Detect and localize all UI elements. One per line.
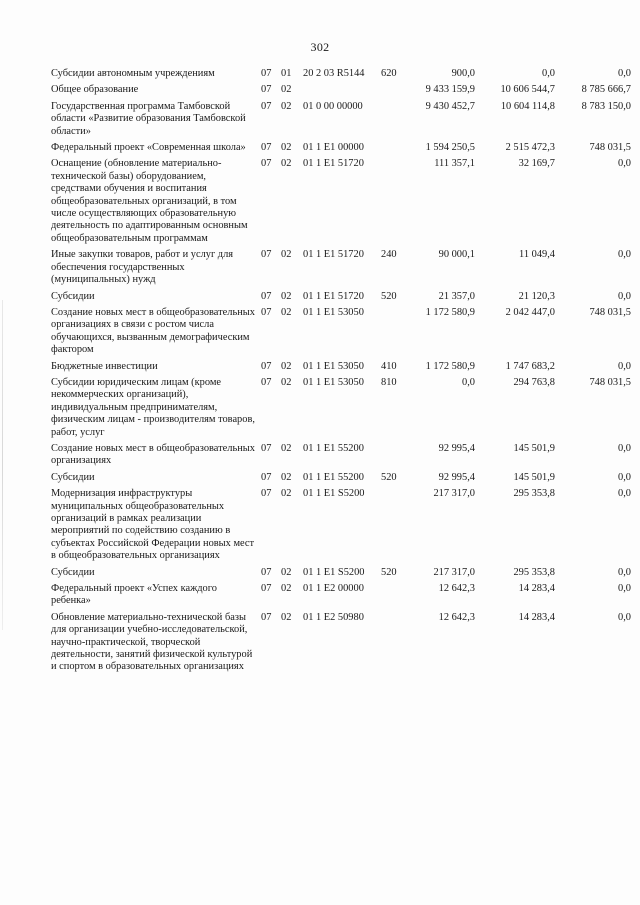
row-amount-year-3: 748 031,5 — [589, 142, 631, 154]
row-name: Обновление материально-технической базы для организации учебно-исследовательской, научно-практической, творческой деятельности, занятий физической культурой и спортом в образовательных организациях — [51, 611, 253, 673]
row-expense-type-code — [381, 307, 411, 361]
row-subsection-code: 02 — [281, 158, 292, 170]
row-expense-type-code: 520 — [381, 290, 397, 302]
row-name: Создание новых мест в общеобразовательных организациях — [51, 442, 255, 467]
row-target-article-code: 01 1 E1 51720 — [303, 290, 364, 302]
row-subsection-code: 02 — [281, 471, 292, 483]
row-amount-year-2: 21 120,3 — [518, 290, 555, 302]
row-amount-year-2: 145 501,9 — [513, 471, 555, 483]
table-row — [51, 361, 631, 377]
row-amount-year-2: 10 606 544,7 — [500, 84, 555, 96]
row-subsection-code: 01 — [281, 68, 292, 79]
row-amount-year-2: 295 353,8 — [513, 488, 555, 500]
row-expense-type-code: 410 — [381, 360, 397, 372]
row-section-code: 07 — [261, 566, 272, 578]
row-name: Модернизация инфраструктуры муниципальных общеобразовательных организаций в рамках реализации мероприятий по содействию созданию в субъектах Российской Федерации новых мест в общеобразовательных организациях — [51, 488, 255, 562]
row-expense-type-code — [381, 158, 411, 249]
row-section-code: 07 — [261, 84, 272, 96]
row-section-code: 07 — [261, 68, 272, 79]
table-row — [51, 249, 631, 290]
row-amount-year-1: 21 357,0 — [438, 290, 475, 302]
row-expense-type-code — [381, 612, 411, 678]
row-target-article-code: 01 1 E2 50980 — [303, 611, 364, 623]
row-target-article-code: 01 1 E1 S5200 — [303, 488, 365, 500]
row-amount-year-1: 12 642,3 — [438, 583, 475, 595]
row-amount-year-3: 748 031,5 — [589, 376, 631, 388]
row-subsection-code: 02 — [281, 290, 292, 302]
row-subsection-code: 02 — [281, 566, 292, 578]
row-section-code: 07 — [261, 158, 272, 170]
table-row — [51, 158, 631, 249]
row-target-article-code: 20 2 03 R5144 — [303, 68, 365, 79]
row-subsection-code: 02 — [281, 142, 292, 154]
row-section-code: 07 — [261, 583, 272, 595]
row-section-code: 07 — [261, 290, 272, 302]
row-amount-year-1: 900,0 — [451, 68, 475, 79]
row-target-article-code: 01 1 E1 S5200 — [303, 566, 365, 578]
row-amount-year-1: 217 317,0 — [433, 566, 475, 578]
row-expense-type-code — [381, 142, 411, 158]
row-amount-year-2: 10 604 114,8 — [500, 100, 555, 112]
row-name: Субсидии юридическим лицам (кроме некоммерческих организаций), индивидуальным предпринимателям, физическим лицам - производителям товаров, работ, услуг — [51, 376, 255, 438]
row-expense-type-code — [381, 488, 411, 566]
row-amount-year-1: 1 172 580,9 — [425, 306, 475, 318]
row-amount-year-2: 295 353,8 — [513, 566, 555, 578]
row-name: Федеральный проект «Современная школа» — [51, 142, 246, 154]
row-name: Оснащение (обновление материально-технической базы) оборудованием, средствами обучения и воспитания общеобразовательных организаций, в том числе осуществляющих образовательную деятельность по адаптированным основным общеобразовательным программам — [51, 158, 248, 244]
row-subsection-code: 02 — [281, 488, 292, 500]
row-amount-year-3: 0,0 — [618, 68, 631, 79]
row-amount-year-1: 217 317,0 — [433, 488, 475, 500]
row-section-code: 07 — [261, 306, 272, 318]
row-expense-type-code: 810 — [381, 376, 397, 388]
row-target-article-code: 01 1 E1 51720 — [303, 158, 364, 170]
table-row — [51, 612, 631, 678]
row-amount-year-3: 0,0 — [618, 290, 631, 302]
row-amount-year-2: 1 747 683,2 — [505, 360, 555, 372]
row-amount-year-2: 0,0 — [542, 68, 555, 79]
row-amount-year-2: 14 283,4 — [518, 611, 555, 623]
row-amount-year-3: 0,0 — [618, 158, 631, 170]
table-row — [51, 583, 631, 612]
row-section-code: 07 — [261, 488, 272, 500]
table-row — [51, 567, 631, 583]
row-amount-year-3: 0,0 — [618, 471, 631, 483]
row-amount-year-3: 748 031,5 — [589, 306, 631, 318]
row-subsection-code: 02 — [281, 376, 292, 388]
row-amount-year-3: 0,0 — [618, 583, 631, 595]
row-amount-year-2: 32 169,7 — [518, 158, 555, 170]
row-expense-type-code: 240 — [381, 249, 397, 261]
row-subsection-code: 02 — [281, 442, 292, 454]
row-target-article-code: 01 1 E1 00000 — [303, 142, 364, 154]
row-name: Иные закупки товаров, работ и услуг для обеспечения государственных (муниципальных) нужд — [51, 249, 234, 286]
row-expense-type-code: 620 — [381, 68, 397, 79]
row-amount-year-1: 111 357,1 — [434, 158, 475, 170]
table-row — [51, 142, 631, 158]
row-section-code: 07 — [261, 142, 272, 154]
table-row — [51, 101, 631, 142]
row-amount-year-1: 92 995,4 — [438, 471, 475, 483]
row-name: Создание новых мест в общеобразовательных организациях в связи с ростом числа обучающихся, вызванным демографическим фактором — [51, 306, 255, 356]
row-name: Государственная программа Тамбовской области «Развитие образования Тамбовской области» — [51, 100, 246, 137]
row-section-code: 07 — [261, 100, 272, 112]
row-section-code: 07 — [261, 360, 272, 372]
row-amount-year-3: 0,0 — [618, 360, 631, 372]
page-number: 302 — [310, 40, 330, 54]
row-expense-type-code — [381, 443, 411, 472]
row-subsection-code: 02 — [281, 583, 292, 595]
row-section-code: 07 — [261, 249, 272, 261]
row-amount-year-2: 11 049,4 — [519, 249, 555, 261]
row-target-article-code: 01 0 00 00000 — [303, 100, 363, 112]
table-row — [51, 68, 631, 84]
row-amount-year-3: 0,0 — [618, 488, 631, 500]
row-name: Федеральный проект «Успех каждого ребенка» — [51, 583, 217, 607]
row-amount-year-1: 9 433 159,9 — [425, 84, 475, 96]
row-amount-year-3: 8 785 666,7 — [581, 84, 631, 96]
row-expense-type-code — [381, 583, 411, 612]
row-amount-year-1: 90 000,1 — [438, 249, 475, 261]
row-amount-year-3: 0,0 — [618, 611, 631, 623]
row-target-article-code: 01 1 E1 55200 — [303, 471, 364, 483]
budget-table-body — [51, 68, 631, 678]
table-row — [51, 84, 631, 100]
row-expense-type-code: 520 — [381, 471, 397, 483]
row-name: Субсидии — [51, 290, 95, 302]
row-amount-year-2: 294 763,8 — [513, 376, 555, 388]
row-expense-type-code: 520 — [381, 566, 397, 578]
row-amount-year-3: 0,0 — [618, 249, 631, 261]
row-amount-year-1: 12 642,3 — [438, 611, 475, 623]
table-row — [51, 307, 631, 361]
row-subsection-code: 02 — [281, 249, 292, 261]
table-row — [51, 377, 631, 443]
table-row — [51, 472, 631, 488]
row-name: Общее образование — [51, 84, 139, 96]
row-target-article-code: 01 1 E1 55200 — [303, 442, 364, 454]
row-section-code: 07 — [261, 611, 272, 623]
row-name: Субсидии автономным учреждениям — [51, 68, 215, 79]
row-amount-year-1: 0,0 — [462, 376, 475, 388]
row-name: Бюджетные инвестиции — [51, 360, 158, 372]
row-amount-year-3: 0,0 — [618, 566, 631, 578]
table-row — [51, 488, 631, 566]
row-subsection-code: 02 — [281, 100, 292, 112]
row-amount-year-1: 92 995,4 — [438, 442, 475, 454]
scan-edge-artifact — [2, 300, 3, 630]
row-amount-year-2: 14 283,4 — [518, 583, 555, 595]
row-subsection-code: 02 — [281, 84, 292, 96]
row-subsection-code: 02 — [281, 360, 292, 372]
row-section-code: 07 — [261, 442, 272, 454]
row-target-article-code: 01 1 E2 00000 — [303, 583, 364, 595]
row-target-article-code — [301, 84, 381, 100]
row-section-code: 07 — [261, 471, 272, 483]
row-amount-year-2: 2 042 447,0 — [505, 306, 555, 318]
row-amount-year-2: 145 501,9 — [513, 442, 555, 454]
row-amount-year-3: 0,0 — [618, 442, 631, 454]
row-amount-year-3: 8 783 150,0 — [581, 100, 631, 112]
budget-table — [51, 68, 631, 678]
table-row — [51, 291, 631, 307]
row-target-article-code: 01 1 E1 53050 — [303, 306, 364, 318]
row-amount-year-1: 1 172 580,9 — [425, 360, 475, 372]
row-section-code: 07 — [261, 376, 272, 388]
table-row — [51, 443, 631, 472]
row-amount-year-1: 1 594 250,5 — [425, 142, 475, 154]
row-subsection-code: 02 — [281, 611, 292, 623]
row-amount-year-2: 2 515 472,3 — [505, 142, 555, 154]
row-amount-year-1: 9 430 452,7 — [425, 100, 475, 112]
row-target-article-code: 01 1 E1 53050 — [303, 360, 364, 372]
row-target-article-code: 01 1 E1 53050 — [303, 376, 364, 388]
row-subsection-code: 02 — [281, 306, 292, 318]
row-name: Субсидии — [51, 471, 95, 483]
row-expense-type-code — [381, 84, 411, 100]
row-name: Субсидии — [51, 566, 95, 578]
row-expense-type-code — [381, 101, 411, 142]
row-target-article-code: 01 1 E1 51720 — [303, 249, 364, 261]
